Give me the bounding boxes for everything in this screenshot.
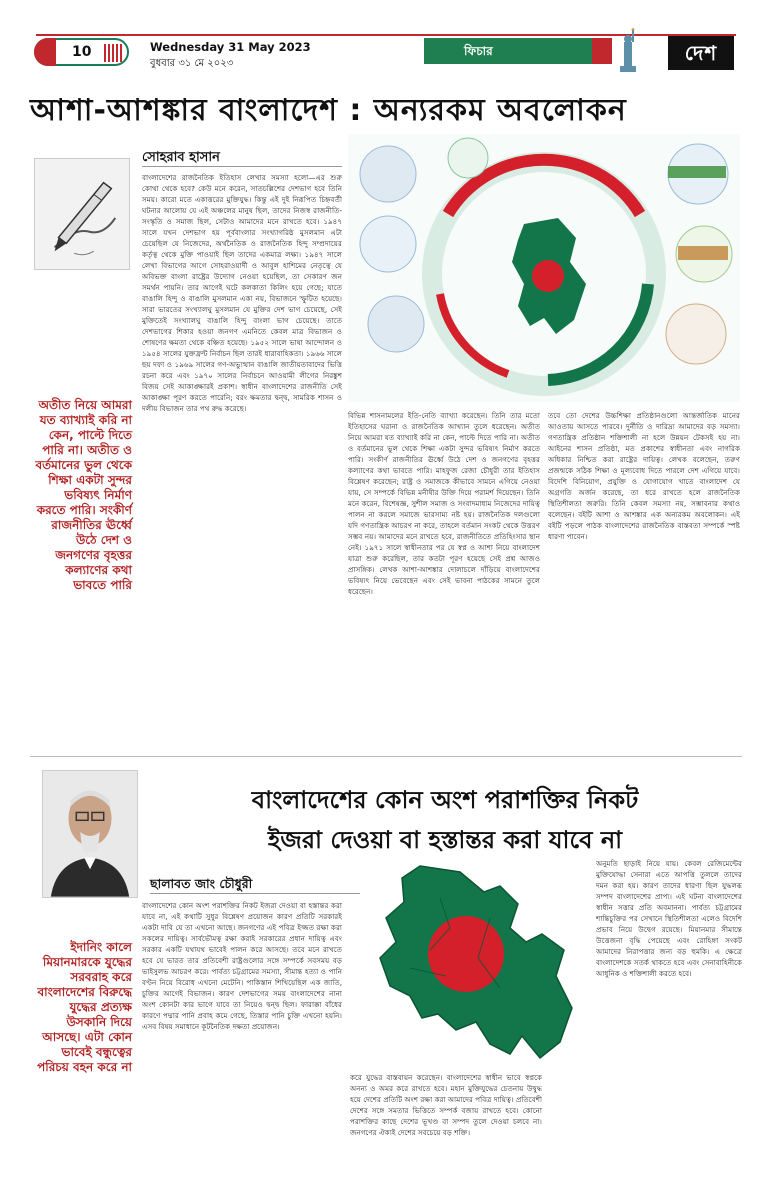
article2-column-3: অনুমতি ছাড়াই নিয়ে যায়। কেবল রেজিমেন্টের মুক্তিযোদ্ধা সেনারা এতে আপত্তি তুললে তাদের দমন করা হয়। কারণ তাদের ধারণা ছিল যুদ্ধলব্ধ সম্পদ বাংলাদেশের প্রাপ্য। এই ঘটনা বাংলাদেশের স্বাধীন সত্তার প্রতি অবমাননা। পার্বত্য চট্টগ্রামের শান্তিচুক্তির পর সেখানে স্থিতিশীলতা এলেও বিদেশি প্রভাব নিয়ে উদ্বেগ রয়েছে। মিয়ানমার সীমান্তে উত্তেজনা বৃদ্ধি পেয়েছে এবং রোহিঙ্গা সংকট আমাদের নিরাপত্তার জন্য বড় হুমকি। এ ক্ষেত্রে বাংলাদেশকে সতর্ক থাকতে হবে এবং সেনাবাহিনীকে আধুনিক ও শক্তিশালী করতে হবে।: [596, 859, 742, 978]
article2-column-1: বাংলাদেশের কোন অংশ পরাশক্তির নিকট ইজরা দেওয়া বা হস্তান্তর করা যাবে না, এই কথাটি সুধুর বিশ্লেষণ প্রয়োজন কারণ প্রতিটি সরকারই একটা দাবি যে তা এখনো আছে। জনগণের এই পবিত্র ইজ্জত রক্ষা করা সকলের দায়িত্ব। সার্বভৌমত্ব রক্ষা করাই সরকারের প্রধান দায়িত্ব এবং সরকার একটি যথাযথ ভাবেই পালন করে আসছে। তবে মনে রাখতে হবে যে ভারত তার প্রতিবেশী রাষ্ট্রগুলোর সঙ্গে সম্পর্কে সবসময় বড় ভাইসুলভ আচরণ করে। পার্বত্য চট্টগ্রামের সমস্যা, সীমান্ত হত্যা ও পানি বণ্টন নিয়ে বিরোধ এখনো মেটেনি। পাকিস্তান শিখিয়েছিল এক জাতি, চুক্তির আগেই বিভাজন। কারণ দেশভাগের সময় বাংলাদেশের নানা অংশ কোনটা কার ভাগে যাবে তা নিয়েও দ্বন্দ্ব ছিল। ফারাক্কা বাঁধের কারণে পদ্মার পানি প্রবাহ কমে গেছে, তিস্তার পানি চুক্তি এখনো হয়নি। এসব বিষয় সমাধানে কূটনৈতিক দক্ষতা প্রয়োজন।: [142, 901, 342, 1031]
article2-headline-line2: ইজরা দেওয়া বা হস্তান্তর করা যাবে না: [267, 826, 623, 854]
article2-byline: ছালাবত জাং চৌধুরী: [150, 876, 253, 891]
article2-headline[interactable]: [150, 780, 740, 860]
article1-column-1: বাংলাদেশের রাজনৈতিক ইতিহাস লেখার সমস্যা হলো—এর শুরু কোথা থেকে হবে? কেউ মনে করেন, সাতচল্লিশের দেশভাগ হবে তিনি সময়। কারো মতে একাত্তরের মুক্তিযুদ্ধ। কিন্তু এই দুই নিরূপিত চিহ্নবর্তী ঘটনার আলোয় যে এই অঞ্চলের মানুষ ছিল, তাদের নিজস্ব রাজনীতি-সংস্কৃতি ও সমাজ ছিল, সেটাও আমাদের মনে রাখতে হবে। ১৯৪৭ সালে যখন দেশভাগ হয় পূর্ববাংলার সংখ্যাগরিষ্ঠ মুসলমান এটা চেয়েছিল যে নিজেদের, অর্থনৈতিক ও রাজনৈতিক হিন্দু সম্প্রদায়ের কর্তৃত্ব থেকে মুক্তি পাওয়াই ছিল তাদের একমাত্র লক্ষ্য। ১৯৪৭ সালে লেখা বিভাগের আগে সোহরাওয়ার্দী ও আবুল হাশিমের নেতৃত্বে যে অবিভক্ত বাংলা রাষ্ট্রের উদ্যোগ নেওয়া হয়েছিল, তা সেকারণ জন সমর্থন পায়নি। তার আগেই ঘটে কলকাতা কিলিং হয়ে গেছে; যাতে বাঙালি হিন্দু ও বাঙালি মুসলমান এক্য নয়, বিভাজনে স্ফুটিত হয়েছে। সারা ভারতের সংখ্যালঘু মুসলমান যে মুক্তির দেশ ভাগ চেয়েছে, সেই মুক্তিতেই সংখ্যালঘু বাঙালি হিন্দু বাংলা ভাগ চেয়েছে। তাতে দেশভাগের শিকার হওয়া জনগণ এমনিতে কেবল মাত্র বিভাজন ও শোষণের ক্ষমতা থেকে বঞ্চিত হয়েছে। ১৯৫২ সালে ভাষা আন্দোলন ও ১৯৫৪ সালের যুক্তফ্রন্ট নির্বাচন ছিল তারই ধারাবাহিকতা। ১৯৬৬ সালে ছয় দফা ও ১৯৬৯ সালের গণ-অভ্যুত্থান বাঙালি জাতীয়তাবাদের ভিত্তি রচনা করে এবং ১৯৭০ সালের নির্বাচনে আওয়ামী লীগের নিরঙ্কুশ বিজয় সেই আকাঙ্ক্ষারই প্রকাশ। স্বাধীন বাংলাদেশের রাজনীতি সেই আকাঙ্ক্ষা পূরণ করতে পারেনি; বরং ক্ষমতার দ্বন্দ্ব, সামরিক শাসন ও দলীয় বিভাজন তার পথ রুদ্ধ করেছে।: [142, 173, 342, 413]
date-bangla: বুধবার ৩১ মে ২০২৩: [150, 58, 234, 69]
article2-column-2: করে যুদ্ধের বাস্তবায়ন করেছেন। বাংলাদেশের স্বাধীন ভাবে স্বপ্নকে অনন্য ও অমর করে রাখতে হবে। মহান মুক্তিযুদ্ধের চেতনায় উদ্বুদ্ধ হয়ে দেশের প্রতিটি অংশ রক্ষা করা আমাদের পবিত্র দায়িত্ব। প্রতিবেশী দেশের সঙ্গে সমতার ভিত্তিতে সম্পর্ক বজায় রাখতে হবে। কোনো পরাশক্তির কাছে দেশের ভূখণ্ড বা সম্পদ তুলে দেওয়া চলবে না। জনগণের ঐক্যই দেশের সবচেয়ে বড় শক্তি।: [350, 1073, 542, 1137]
article1-headline[interactable]: আশা-আশঙ্কার বাংলাদেশ : অন্যরকম অবলোকন: [30, 93, 627, 128]
page-number-box: [34, 38, 129, 66]
article1-column-3: তবে তো দেশের উচ্চশিক্ষা প্রতিষ্ঠানগুলো আন্তর্জাতিক মানের আওতায় আসতে পারবে। দুর্নীতি ও দারিদ্র্য আমাদের বড় সমস্যা। গণতান্ত্রিক প্রতিষ্ঠান শক্তিশালী না হলে উন্নয়ন টেকসই হয় না। আইনের শাসন প্রতিষ্ঠা, মত প্রকাশের স্বাধীনতা এবং নাগরিক অধিকার নিশ্চিত করা রাষ্ট্রের দায়িত্ব। লেখক বলেছেন, তরুণ প্রজন্মকে সঠিক শিক্ষা ও মূল্যবোধ দিতে পারলে দেশ এগিয়ে যাবে। বিদেশি বিনিয়োগ, প্রযুক্তি ও যোগাযোগ খাতে বাংলাদেশ যে অগ্রগতি অর্জন করেছে, তা ধরে রাখতে হলে রাজনৈতিক স্থিতিশীলতা জরুরি। তিনি কেবল সমস্যা নয়, সম্ভাবনার কথাও বলেছেন। বইটি আশা ও আশঙ্কার এক অন্যরকম অবলোকন। এই বইটি পড়লে পাঠক বাংলাদেশের রাজনৈতিক বাস্তবতা সম্পর্কে স্পষ্ট ধারণা পাবেন।: [548, 411, 740, 541]
bangladesh-flag-map-icon: [350, 858, 590, 1068]
bangladesh-infographic: [348, 134, 740, 402]
pen-sketch-icon: [34, 158, 130, 270]
page-header: [0, 0, 770, 78]
article2-pull-quote: ইদানিং কালে মিয়ানমারকে যুদ্ধের সরবরাহ করে বাংলাদেশের বিরুদ্ধে যুদ্ধের প্রত্যক্ষ উসকানি দিয়ে আসছে। এটা কোন ভাবেই বন্ধুত্বের পরিচয় বহন করে না: [37, 940, 132, 1074]
article2-headline-line1: বাংলাদেশের কোন অংশ পরাশক্তির নিকট: [251, 786, 639, 814]
newspaper-logo[interactable]: দেশ: [668, 36, 734, 70]
page-number: 10: [72, 44, 92, 60]
date-english: Wednesday 31 May 2023: [150, 40, 311, 54]
article1-column-2: বিভিন্ন শাসনামলের ইতি-নেতি ব্যাখ্যা করেছেন। তিনি তার মতো ইতিহাসের ঘরানা ও রাজনৈতিক আখ্যান তুলে ধরেছেন। অতীত নিয়ে আমরা যত ব্যাখ্যাই করি না কেন, পাল্টে দিতে পারি না। অতীত ও বর্তমানের ভুল থেকে শিক্ষা একটা সুন্দর ভবিষ্যৎ নির্মাণ করতে পারি। সংকীর্ণ রাজনীতির ঊর্ধ্বে উঠে দেশ ও জনগণের বৃহত্তর কল্যাণের কথা ভাবতে পারি। মাহফুজ রেজা চৌধুরী তার ইতিহাস বিশ্লেষণ করেছেন; রাষ্ট্র ও সমাজকে কীভাবে সামনে এগিয়ে নেওয়া যায়, সে সম্পর্কে বিভিন্ন মনীষীর উক্তি দিয়ে পরামর্শ দিয়েছেন। তিনি মনে করেন, বিশেষজ্ঞ, সুশীল সমাজ ও সংবাদমাধ্যম নিজেদের দায়িত্ব পালন না করলে সমাজে ভারসাম্য নষ্ট হয়। রাজনৈতিক দলগুলো যদি গণতান্ত্রিক আচরণ না করে, তাহলে বর্তমান সংকট থেকে উত্তরণ সম্ভব নয়। আমাদের মনে রাখতে হবে, রাজনীতিতে প্রতিহিংসার স্থান নেই। ১৯৭১ সালে স্বাধীনতার পর যে স্বপ্ন ও আশা নিয়ে বাংলাদেশ যাত্রা শুরু করেছিল, তার কতটা পূরণ হয়েছে সেই প্রশ্ন আজও প্রাসঙ্গিক। লেখক আশা-আশঙ্কার দোলাচলে দাঁড়িয়ে বাংলাদেশের ভবিষ্যৎ নিয়ে ভেবেছেন এবং সেই ভাবনা পাঠকের সামনে তুলে ধরেছেন।: [348, 411, 540, 596]
barcode-icon: [104, 44, 122, 62]
author-portrait: [42, 770, 138, 898]
article1-byline: সোহরাব হাসান: [142, 150, 220, 165]
article-divider: [30, 756, 742, 757]
statue-of-liberty-icon: [612, 28, 644, 72]
article1-pull-quote: অতীত নিয়ে আমরা যত ব্যাখ্যাই করি না কেন, পাল্টে দিতে পারি না। অতীত ও বর্তমানের ভুল থেকে শিক্ষা একটা সুন্দর ভবিষ্যৎ নির্মাণ করতে পারি। সংকীর্ণ রাজনীতির ঊর্ধ্বে উঠে দেশ ও জনগণের বৃহত্তর কল্যাণের কথা ভাবতে পারি: [35, 398, 132, 592]
section-label[interactable]: ফিচার: [424, 38, 592, 64]
